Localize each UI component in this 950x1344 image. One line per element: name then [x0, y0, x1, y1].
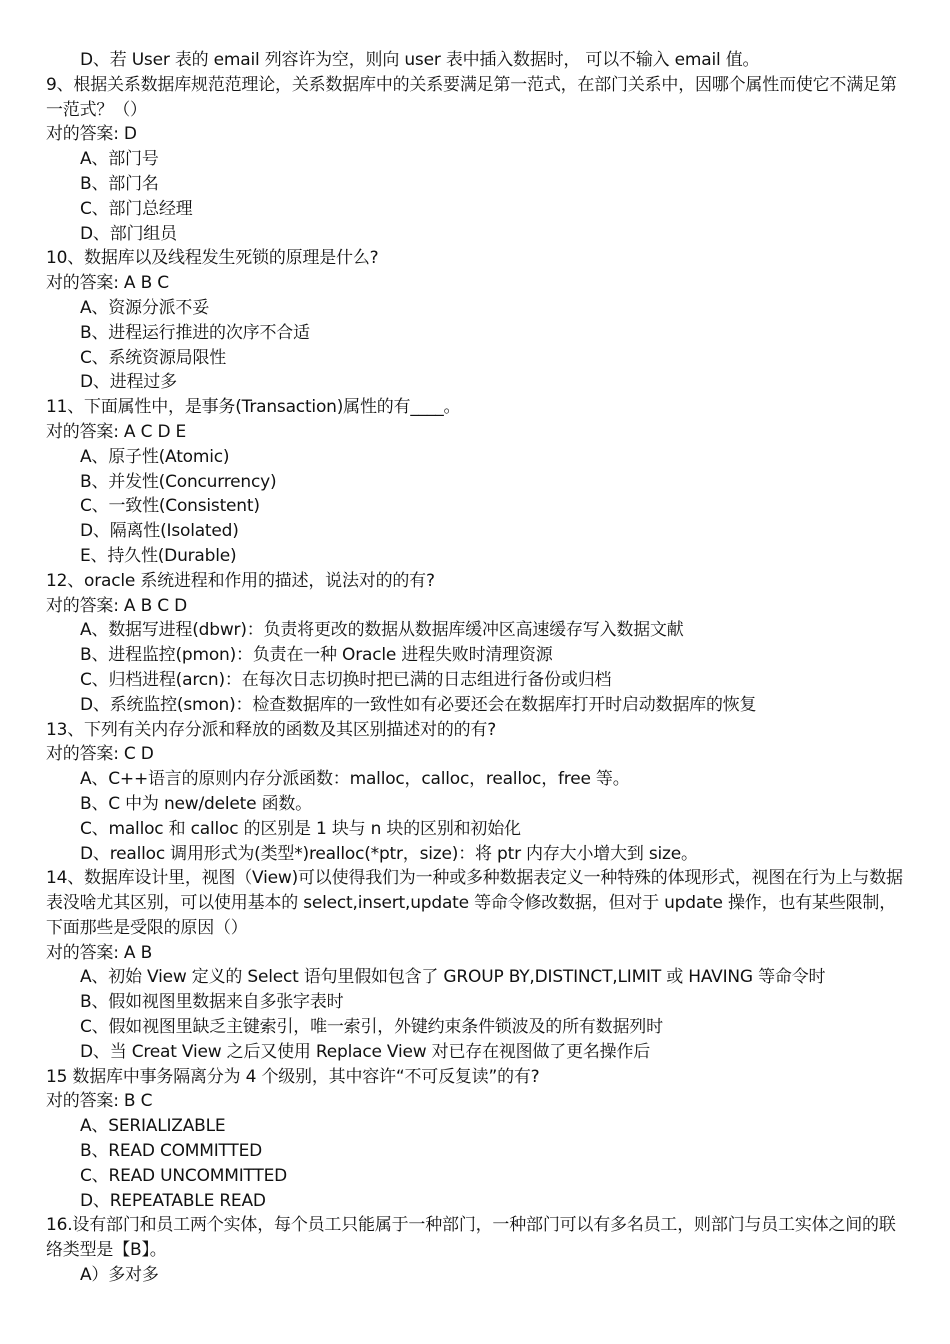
option-line: A、C++语言的原则内存分派函数：malloc，calloc，realloc，free 等。: [80, 769, 630, 790]
question-text: 10、数据库以及线程发生死锁的原理是什么?: [46, 248, 379, 269]
option-line: B、部门名: [80, 173, 159, 194]
option-line: D、若 User 表的 email 列容许为空，则向 user 表中插入数据时， 可以不输入 email 值。: [80, 50, 760, 70]
question-text: 12、oracle 系统进程和作用的描述，说法对的的有?: [46, 570, 435, 591]
question-text: 14、数据库设计里，视图（View)可以使得我们为一种或多种数据表定义一种特殊的体现形式，视图在行为上与数据表没啥尤其区别，可以使用基本的 select,insert,update 等命令修改数据，但对于 update 操作，也有某些限制，下面那些是受限的原因（）: [46, 868, 903, 938]
option-line: A、数据写进程(dbwr)：负责将更改的数据从数据库缓冲区高速缓存写入数据文献: [80, 620, 684, 641]
option-line: B、进程运行推进的次序不合适: [80, 322, 310, 343]
answer-line: 对的答案: A C D E: [46, 421, 187, 442]
option-line: C、假如视图里缺乏主键索引，唯一索引，外键约束条件锁波及的所有数据列时: [80, 1017, 663, 1038]
option-line: A、初始 View 定义的 Select 语句里假如包含了 GROUP BY,DISTINCT,LIMIT 或 HAVING 等命令时: [80, 967, 826, 988]
option-line: D、当 Creat View 之后又使用 Replace View 对已存在视图做了更名操作后: [80, 1041, 651, 1062]
option-line: B、READ COMMITTED: [80, 1141, 263, 1162]
option-line: C、READ UNCOMMITTED: [80, 1165, 288, 1186]
option-line: D、进程过多: [80, 372, 177, 393]
option-line: C、归档进程(arcn)：在每次日志切换时把已满的日志组进行备份或归档: [80, 669, 612, 690]
option-line: A、原子性(Atomic): [80, 446, 230, 467]
option-line: C、malloc 和 calloc 的区别是 1 块与 n 块的区别和初始化: [80, 818, 521, 839]
option-line: A、资源分派不妥: [80, 297, 210, 318]
option-line: B、进程监控(pmon)：负责在一种 Oracle 进程失败时清理资源: [80, 645, 553, 666]
option-line: D、部门组员: [80, 223, 177, 244]
option-line: A）多对多: [80, 1265, 159, 1286]
option-line: D、realloc 调用形式为(类型*)realloc(*ptr，size)：将 ptr 内存大小增大到 size。: [80, 843, 698, 864]
option-line: C、系统资源局限性: [80, 347, 227, 368]
option-line: B、假如视图里数据来自多张字表时: [80, 992, 344, 1013]
question-text: 16.设有部门和员工两个实体，每个员工只能属于一种部门，一种部门可以有多名员工，则部门与员工实体之间的联络类型是【B】。: [46, 1215, 896, 1261]
option-line: D、隔离性(Isolated): [80, 521, 239, 542]
question-text: 9、根据关系数据库规范范理论，关系数据库中的关系要满足第一范式，在部门关系中，因哪个属性而使它不满足第一范式？（）: [46, 74, 897, 120]
option-line: A、SERIALIZABLE: [80, 1116, 226, 1137]
option-line: D、REPEATABLE READ: [80, 1190, 266, 1211]
answer-line: 对的答案: A B C: [46, 273, 169, 294]
answer-line: 对的答案: C D: [46, 744, 154, 765]
answer-line: 对的答案: A B C D: [46, 595, 187, 616]
option-line: A、部门号: [80, 149, 159, 170]
document-body: [46, 48, 912, 1288]
option-line: E、持久性(Durable): [80, 545, 237, 566]
option-line: C、一致性(Consistent): [80, 496, 260, 517]
answer-line: 对的答案: D: [46, 124, 137, 145]
option-line: B、C 中为 new/delete 函数。: [80, 793, 312, 814]
answer-line: 对的答案: B C: [46, 1091, 153, 1112]
question-text: 11、下面属性中，是事务(Transaction)属性的有____。: [46, 397, 461, 418]
option-line: D、系统监控(smon)：检查数据库的一致性如有必要还会在数据库打开时启动数据库的恢复: [80, 694, 757, 715]
option-line: B、并发性(Concurrency): [80, 471, 277, 492]
question-text: 15 数据库中事务隔离分为 4 个级别，其中容许“不可反复读”的有?: [46, 1066, 540, 1087]
option-line: C、部门总经理: [80, 198, 193, 219]
answer-line: 对的答案: A B: [46, 942, 153, 963]
question-text: 13、下列有关内存分派和释放的函数及其区别描述对的的有?: [46, 719, 497, 740]
